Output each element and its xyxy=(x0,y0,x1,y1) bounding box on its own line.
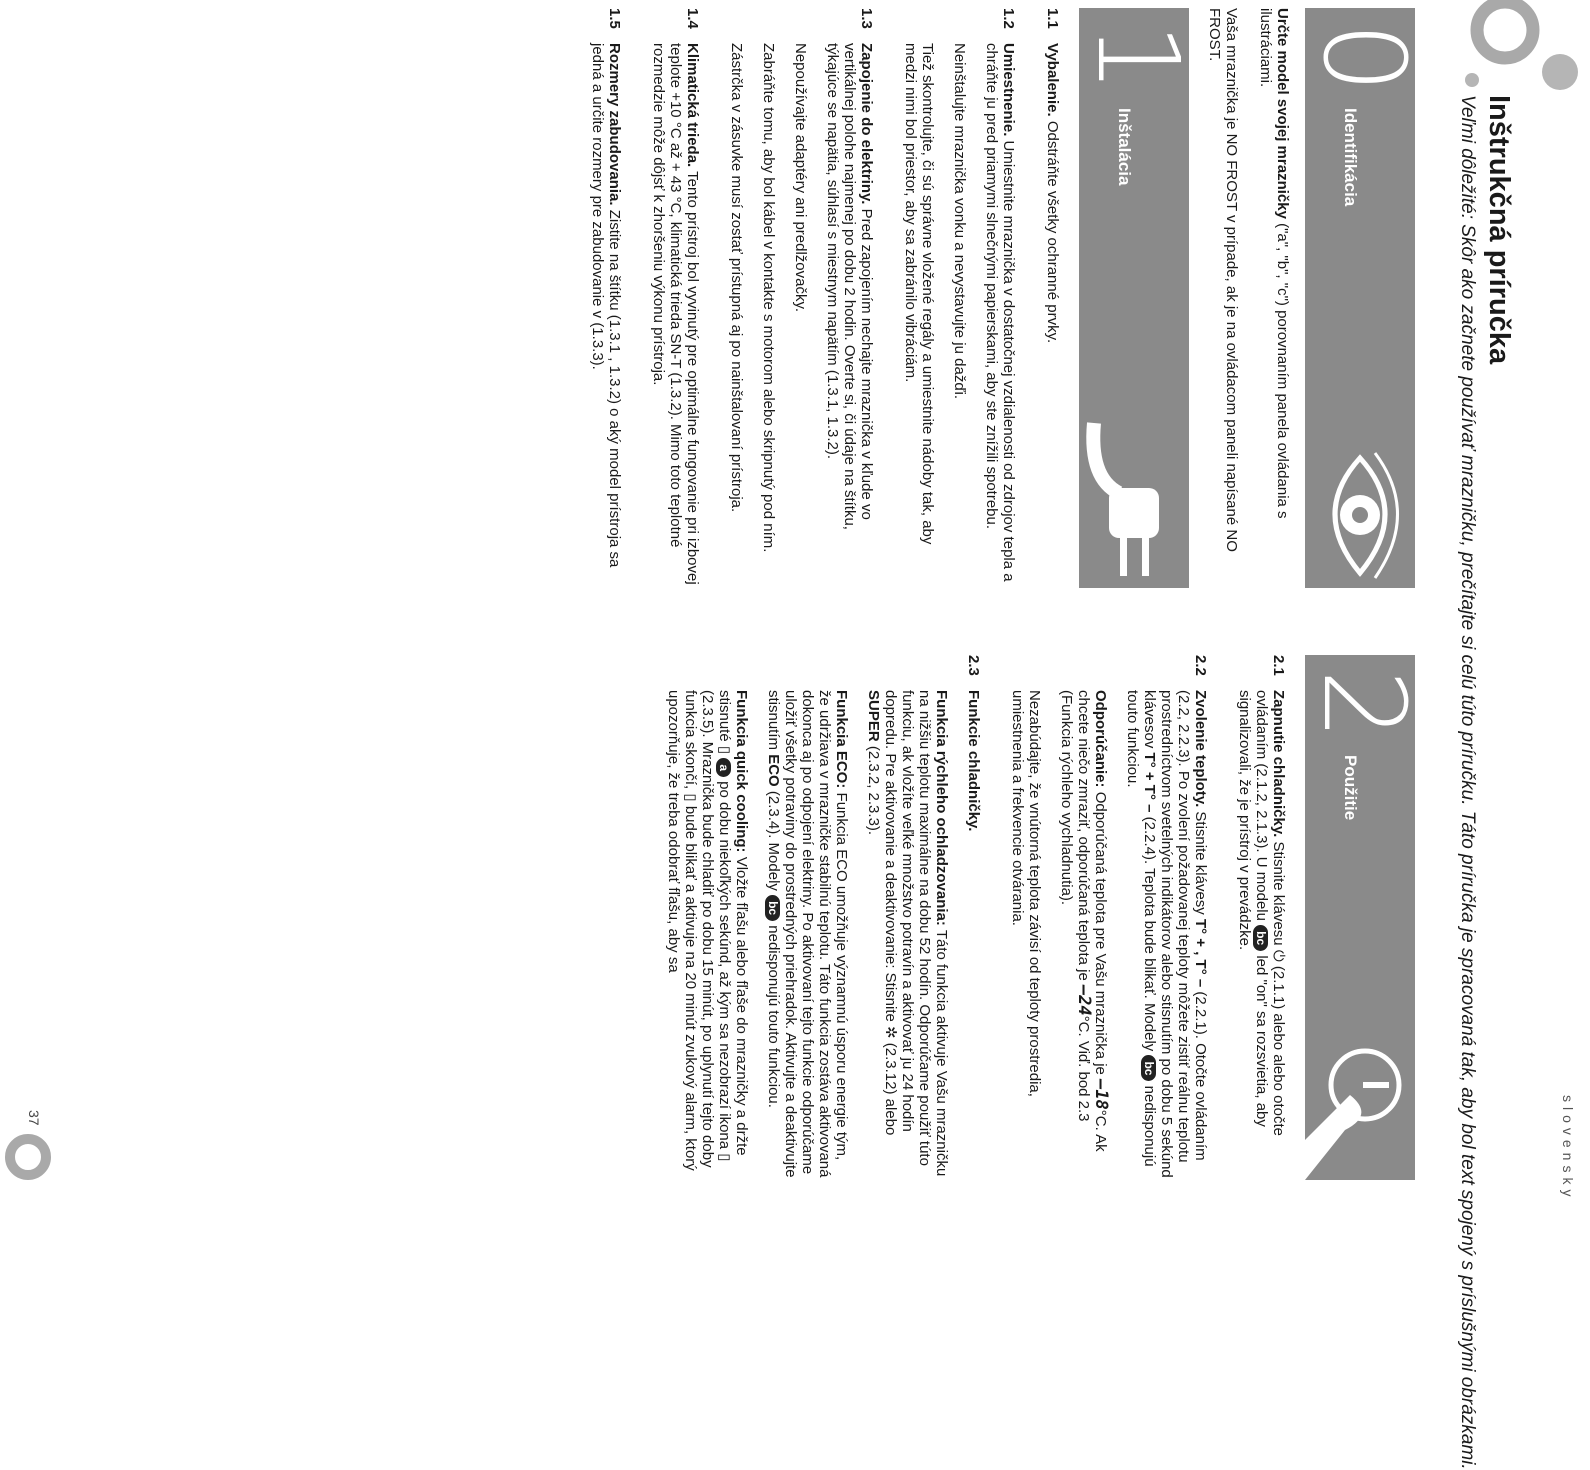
model-badge: a xyxy=(716,758,731,777)
installation-header xyxy=(1072,8,1202,588)
bottle-icon: ▯ xyxy=(716,1153,733,1162)
section-2-1: 2.1 Zapnutie chladničky. Stisnite klávesu ⏻ (2.1.1) alebo alebo otočte ovládaním (2.1.2, 2.1.3). U modelu bc led "on" sa rozsvietia, aby signalizovali, že je prístroj v prevádzke. xyxy=(1236,655,1287,1136)
bottle-icon: ▯ xyxy=(682,793,699,802)
section-number: 0 xyxy=(1298,22,1428,94)
bubble-icon xyxy=(0,1125,60,1185)
page-number: 37 xyxy=(26,1110,42,1126)
section-label: Použitie xyxy=(1341,755,1360,821)
section-1-2: 1.2 Umiestnenie. Umiestnite mraznička v dostatočnej vzdialenosti od zdrojov tepla a chráňte ju pred priamymi slnečnými papierskami, aby ste znížili spotrebu. Neinštalujte mraznička vonku a nevystavujte ju dažďi. Tiež skontrolujte, či sú správne vložené regály a umiestnite nádoby tak, aby medzi nimi bol priestor, aby sa zabránilo vibráciám. xyxy=(902,8,1017,582)
left-column xyxy=(562,8,1428,588)
model-badge: bc xyxy=(1253,925,1268,951)
identification-nofrost-text: Vaša mraznička je NO FROST v prípade, ak je na ovládacom paneli napísané NO FROST. xyxy=(1206,8,1240,552)
identification-header xyxy=(1298,8,1428,588)
snowflake-icon: ✲ xyxy=(882,1026,899,1039)
section-number: 1 xyxy=(1072,22,1202,94)
section-number: 2 xyxy=(1298,669,1428,741)
section-1-5: 1.5 Rozmery zabudovania. Zistite na štítku (1.3.1 , 1.3.2) o aký model prístroja sa jedná a určite rozmery pre zabudovanie v (1.3.3). xyxy=(589,8,623,568)
identification-text: ("a", "b", "c") porovnaním panela ovládania s ilustráciami. xyxy=(1257,8,1291,519)
page-subtitle: Veľmi dôležité: Skôr ako začnete používať mrazničku, prečítajte si celú túto príručku. Táto príručka je spracovaná tak, aby bol text spojený s príslušnými obrázkami. xyxy=(1457,95,1478,1470)
section-1-1: 1.1 Vybalenie. Odstráňte všetky ochranné prvky. xyxy=(1044,8,1061,344)
language-label: slovensky xyxy=(1560,1095,1576,1202)
bubbles-logo-icon xyxy=(1430,0,1590,110)
section-2-3: 2.3 Funkcie chladničky. Funkcia rýchleho ochladzovania: Táto funkcia aktivuje Vašu mrazničku na nižšiu teplotu maximálne na dobu 52 hodín. Odporúčame použiť túto funkciu, ak vložíte veľké množstvo potravín a aktivovať ju 24 hodín dopredu. Pre aktivovanie a deaktivovanie: Stisnite ✲ (2.3.12) alebo SUPER (2.3.2, 2.3.3). Funkcia ECO: Funkcia ECO umožňuje významnú úsporu energie tým, že udržiava v mrazničke stabilnú teplotu. Táto funkcia zostáva aktivovaná dokonca aj po odpojení elektriny. Po aktivovaní tejto funkcie odporúčame uložiť všetky potraviny do prostredných priehradok. Aktivujte a deaktivujte stisnutím ECO (2.3.4). Modely bc nedisponujú touto funkciou. Funkcia quick cooling: Vložte fľašu alebo fľaše do mrazničky a držte stisnuté ▯ a po dobu niekoľkých sekúnd, až kým sa nezobrazí ikona ▯ (2.3.5). Mraznička bude chladiť po dobu 15 minút, po uplynutí tejto doby funkcia skončí, ▯ bude blikať a aktivuje na 20 minút zvukový alarm, ktorý upozorňuje, že treba odobrať fľašu, aby sa xyxy=(665,655,982,1178)
section-1-4: 1.4 Klimatická trieda. Tento prístroj bol vyvinutý pre optimálne fungovanie pri izbovej teplote +10 °C až + 43 °C, klimatická trieda SN-T (1.3.2). Mimo toto teplotné rozmedzie môže dôjsť k zhoršeniu výkonu prístroja. xyxy=(650,8,701,585)
bottle-icon: ▯ xyxy=(716,745,733,755)
page-title: Inštrukčná príručka xyxy=(1483,95,1515,365)
right-column xyxy=(638,655,1428,1180)
section-2-2: 2.2 Zvolenie teploty. Stisnite klávesy T° + , T° – (2.2.1). Otočte ovládaním (2.2, 2.2.3). Po zvolení požadovanej teploty môžete zistiť reálnu teplotu prostredníctvom svetelných indikátorov alebo stisnutím po dobu 5 sekúnd klávesov T° + T° – (2.2.4). Teplota bude blikať. Modely bc nedisponujú touto funkciou. Odporúčanie: Odporúčaná teplota pre Vašu mraznička je –18°C. Ak chcete niečo zmraziť, odporúčaná teplota je –24°C. Viď. bod 2.3 (Funkcia rýchleho vychladnutia). Nezabúdajte, že vnútorná teplota závisí od teploty prostredia, umiestnenia a frekvencie otvárania. xyxy=(1009,655,1209,1178)
section-label: Identifikácia xyxy=(1341,108,1360,207)
plug-icon xyxy=(1079,418,1189,588)
hand-pressing-button-icon xyxy=(1305,1030,1415,1180)
model-badge: bc xyxy=(1141,1055,1156,1081)
temp-display-value: –18 xyxy=(1091,1079,1111,1110)
section-1-3: 1.3 Zapojenie do elektriny. Pred zapojením nechajte mraznička v kľude vo vertikálnej polohe najmenej po dobu 2 hodin. Overte si, či údaje na štítku, týkajúce se napätia, súhlasí s miestnym napätím (1.3.1, 1.3.2). Nepoužívajte adaptéry ani predlžovačky. Zabráňte tomu, aby bol kábel v kontakte s motorom alebo skripnutý pod ním. Zástrčka v zásuvke musí zostať prístupná aj po nainštalovaní prístroja. xyxy=(728,8,875,553)
temp-display-value: –24 xyxy=(1074,984,1094,1016)
section-label: Inštalácia xyxy=(1115,108,1134,186)
usage-header xyxy=(1298,655,1428,1180)
eye-icon xyxy=(1305,438,1415,588)
model-badge: bc xyxy=(765,895,780,921)
identification-bold: Určte model svojej mrazničky xyxy=(1274,8,1291,219)
